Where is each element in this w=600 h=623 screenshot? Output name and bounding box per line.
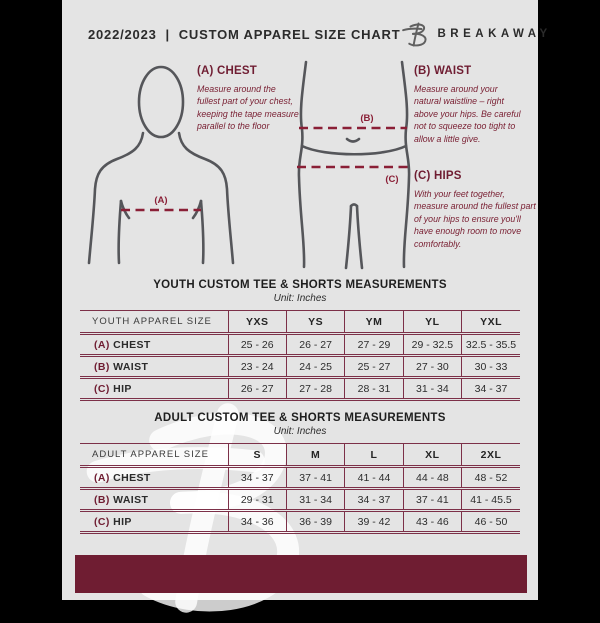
measurement-value-cell: 31 - 34 [286,489,344,511]
measurement-label-cell [80,334,228,356]
waist-instructions [414,65,526,145]
hips-heading: (C) HIPS [414,170,462,182]
chest-line-label: (A) [154,195,168,206]
measurement-value-cell: 30 - 33 [462,356,520,378]
chest-heading: (A) CHEST [197,65,257,77]
head-outline [139,67,183,137]
measurement-value-cell: 44 - 48 [403,467,461,489]
table-header-row [80,311,520,334]
table-header-row [80,444,520,467]
right-body-outline [402,62,409,267]
measurement-value-cell: 26 - 27 [286,334,344,356]
measurement-value-cell: 27 - 30 [403,356,461,378]
chest-instructions [197,65,299,133]
measurement-label-cell [80,356,228,378]
measurement-name: WAIST [109,360,149,373]
brand-name: BREAKAWAY [437,28,552,40]
size-label: L [345,444,403,467]
left-inner-leg [346,206,351,268]
measurement-value-cell: 34 - 37 [345,489,403,511]
hip-curve [302,146,406,154]
measurement-value-cell: 27 - 28 [286,378,344,400]
measurement-name: WAIST [109,493,149,506]
right-inner-arm [201,201,203,263]
measurement-value-cell: 34 - 36 [228,511,286,533]
chest-instruction-text: Measure around the fullest part of your chest, keeping the tape measure parallel to the floor [197,84,299,132]
measurement-label-cell [80,489,228,511]
page-title: 2022/2023 | CUSTOM APPAREL SIZE CHART [88,26,401,42]
size-column-header: ADULT APPAREL SIZE [92,449,209,460]
measurement-value-cell: 48 - 52 [462,467,520,489]
hips-instruction-text: With your feet together, measure around the fullest part of your hips to ensure you'll have enough room to move comfortably. [414,189,536,249]
measurement-value-cell: 29 - 32.5 [403,334,461,356]
lower-body-figure [295,55,413,270]
measurement-label-cell [80,511,228,533]
measurement-value-cell: 34 - 37 [462,378,520,400]
size-label: 2XL [462,444,520,467]
size-label: M [286,444,344,467]
measurement-value-cell: 26 - 27 [228,378,286,400]
left-inner-arm [119,201,121,263]
measurement-diagrams [62,52,538,274]
youth-size-section [62,276,538,401]
measurement-value-cell: 27 - 29 [345,334,403,356]
measurement-key: (C) [94,382,110,395]
size-column-header: YOUTH APPAREL SIZE [92,316,212,327]
table-row [80,356,520,378]
waist-instruction-text: Measure around your natural waistline – right above your hips. Be careful not to squeeze too tight to allow a little give. [414,84,521,144]
size-label: YS [286,311,344,334]
right-inner-leg [357,206,362,268]
measurement-key: (C) [94,515,110,528]
measurement-value-cell: 36 - 39 [286,511,344,533]
measurement-key: (B) [94,493,110,506]
header [62,20,552,48]
adult-size-section [62,409,538,534]
hips-line-label: (C) [385,174,399,185]
measurement-value-cell: 23 - 24 [228,356,286,378]
table-row [80,511,520,533]
size-label: YXL [462,311,520,334]
measurement-value-cell: 25 - 27 [345,356,403,378]
footer-accent-bar [75,555,527,593]
hips-instructions [414,170,540,250]
measurement-label-cell [80,467,228,489]
size-label: YXS [228,311,286,334]
waist-line-label: (B) [360,113,374,124]
table-row [80,378,520,400]
youth-size-table [80,310,520,401]
measurement-value-cell: 37 - 41 [403,489,461,511]
youth-section-title: YOUTH CUSTOM TEE & SHORTS MEASUREMENTS [153,279,447,291]
youth-unit-label: Unit: Inches [273,293,327,304]
left-body-outline [299,62,306,267]
measurement-value-cell: 24 - 25 [286,356,344,378]
measurement-value-cell: 29 - 31 [228,489,286,511]
measurement-value-cell: 43 - 46 [403,511,461,533]
measurement-key: (B) [94,360,110,373]
measurement-value-cell: 39 - 42 [345,511,403,533]
navel-mark [347,139,359,142]
adult-unit-label: Unit: Inches [273,426,327,437]
size-label: YM [345,311,403,334]
adult-section-title: ADULT CUSTOM TEE & SHORTS MEASUREMENTS [154,412,446,424]
measurement-value-cell: 28 - 31 [345,378,403,400]
size-label: YL [403,311,461,334]
measurement-name: CHEST [109,471,151,484]
measurement-value-cell: 41 - 44 [345,467,403,489]
measurement-key: (A) [94,471,110,484]
measurement-value-cell: 37 - 41 [286,467,344,489]
crotch-line [351,205,357,207]
measurement-value-cell: 46 - 50 [462,511,520,533]
measurement-name: HIP [109,515,132,528]
size-label: XL [403,444,461,467]
measurement-value-cell: 31 - 34 [403,378,461,400]
measurement-value-cell: 32.5 - 35.5 [462,334,520,356]
measurement-name: CHEST [109,338,151,351]
left-shoulder-arm [89,133,143,263]
measurement-value-cell: 41 - 45.5 [462,489,520,511]
measurement-label-cell [80,378,228,400]
measurement-value-cell: 25 - 26 [228,334,286,356]
size-chart-page [62,0,552,600]
table-row [80,334,520,356]
adult-size-table [80,443,520,534]
measurement-value-cell: 34 - 37 [228,467,286,489]
right-shoulder-arm [179,133,233,263]
table-row [80,467,520,489]
measurement-name: HIP [109,382,132,395]
waist-heading: (B) WAIST [414,65,472,77]
brand-lockup [401,21,552,48]
table-row [80,489,520,511]
measurement-key: (A) [94,338,110,351]
breakaway-b-logo-icon [401,21,431,48]
size-label: S [228,444,286,467]
